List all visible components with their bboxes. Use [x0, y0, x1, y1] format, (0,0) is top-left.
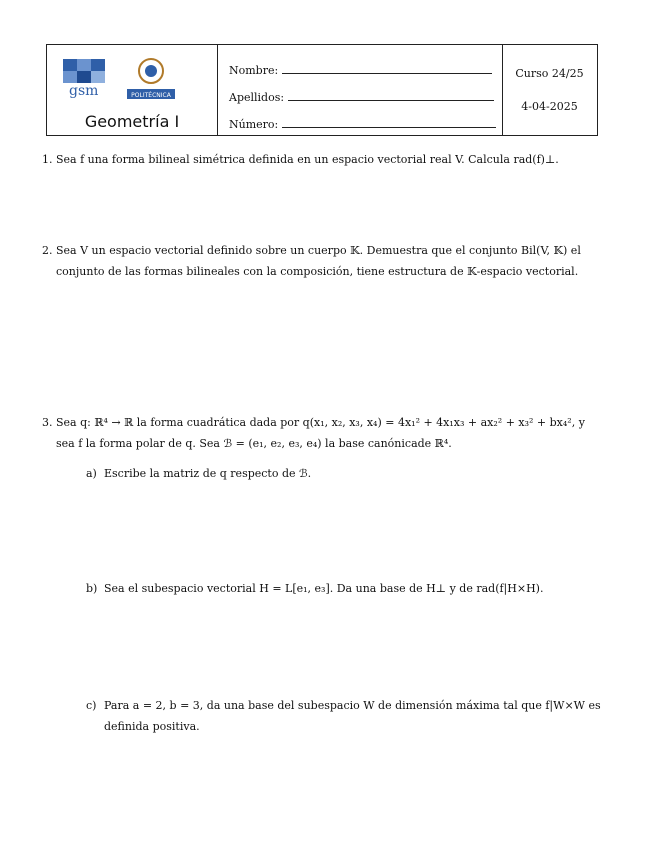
question-number: 1.: [42, 153, 53, 166]
question-2: [42, 240, 601, 282]
upm-logo-text: POLITÉCNICA: [131, 92, 171, 99]
question-1: [42, 149, 601, 170]
number-line: [282, 126, 496, 128]
name-field: [229, 64, 492, 77]
surname-field: [229, 91, 494, 104]
part-label: b): [86, 582, 98, 595]
number-field: [229, 118, 496, 131]
name-label: Nombre:: [229, 64, 279, 77]
question-text: Sea q: ℝ⁴ → ℝ la forma cuadrática dada por q(x₁, x₂, x₃, x₄) = 4x₁² + 4x₁x₃ + ax₂² + x₃² + bx₄², y sea f la forma polar de q. Sea ℬ = (e₁, e₂, e₃, e₄) la base canónicade ℝ⁴.: [56, 416, 585, 450]
course-cell: [502, 45, 597, 135]
logo-cell: [47, 45, 218, 135]
question-number: 3.: [42, 416, 53, 429]
part-text: Sea el subespacio vectorial H = L[e₁, e₃]. Da una base de H⊥ y de rad(f|H×H).: [104, 582, 544, 595]
upm-logo: [125, 57, 177, 101]
question-3c: [86, 695, 601, 737]
surname-line: [288, 99, 494, 101]
exam-date: 4-04-2025: [521, 100, 578, 113]
question-text: Sea f una forma bilineal simétrica definida en un espacio vectorial real V. Calcula rad(f)⊥.: [56, 153, 559, 166]
gsm-logo: [63, 59, 107, 101]
part-label: a): [86, 467, 97, 480]
part-text: Para a = 2, b = 3, da una base del subespacio W de dimensión máxima tal que f|W×W es definida positiva.: [104, 699, 601, 733]
part-label: c): [86, 699, 97, 712]
course-label: Curso 24/25: [515, 67, 584, 80]
question-3b: [86, 578, 601, 599]
part-text: Escribe la matriz de q respecto de ℬ.: [104, 467, 312, 480]
surname-label: Apellidos:: [229, 91, 285, 104]
subject-title: Geometría I: [84, 112, 180, 131]
question-number: 2.: [42, 244, 53, 257]
question-3: [42, 412, 601, 454]
student-fields: [217, 45, 503, 135]
number-label: Número:: [229, 118, 279, 131]
exam-header: [46, 44, 598, 136]
gsm-logo-text: gsm: [69, 83, 99, 99]
question-3a: [86, 463, 601, 484]
name-line: [282, 72, 492, 74]
question-text: Sea V un espacio vectorial definido sobre un cuerpo 𝕂. Demuestra que el conjunto Bil(V, 𝕂) el conjunto de las formas bilineales con la composición, tiene estructura de 𝕂-espacio vectorial.: [56, 244, 581, 278]
